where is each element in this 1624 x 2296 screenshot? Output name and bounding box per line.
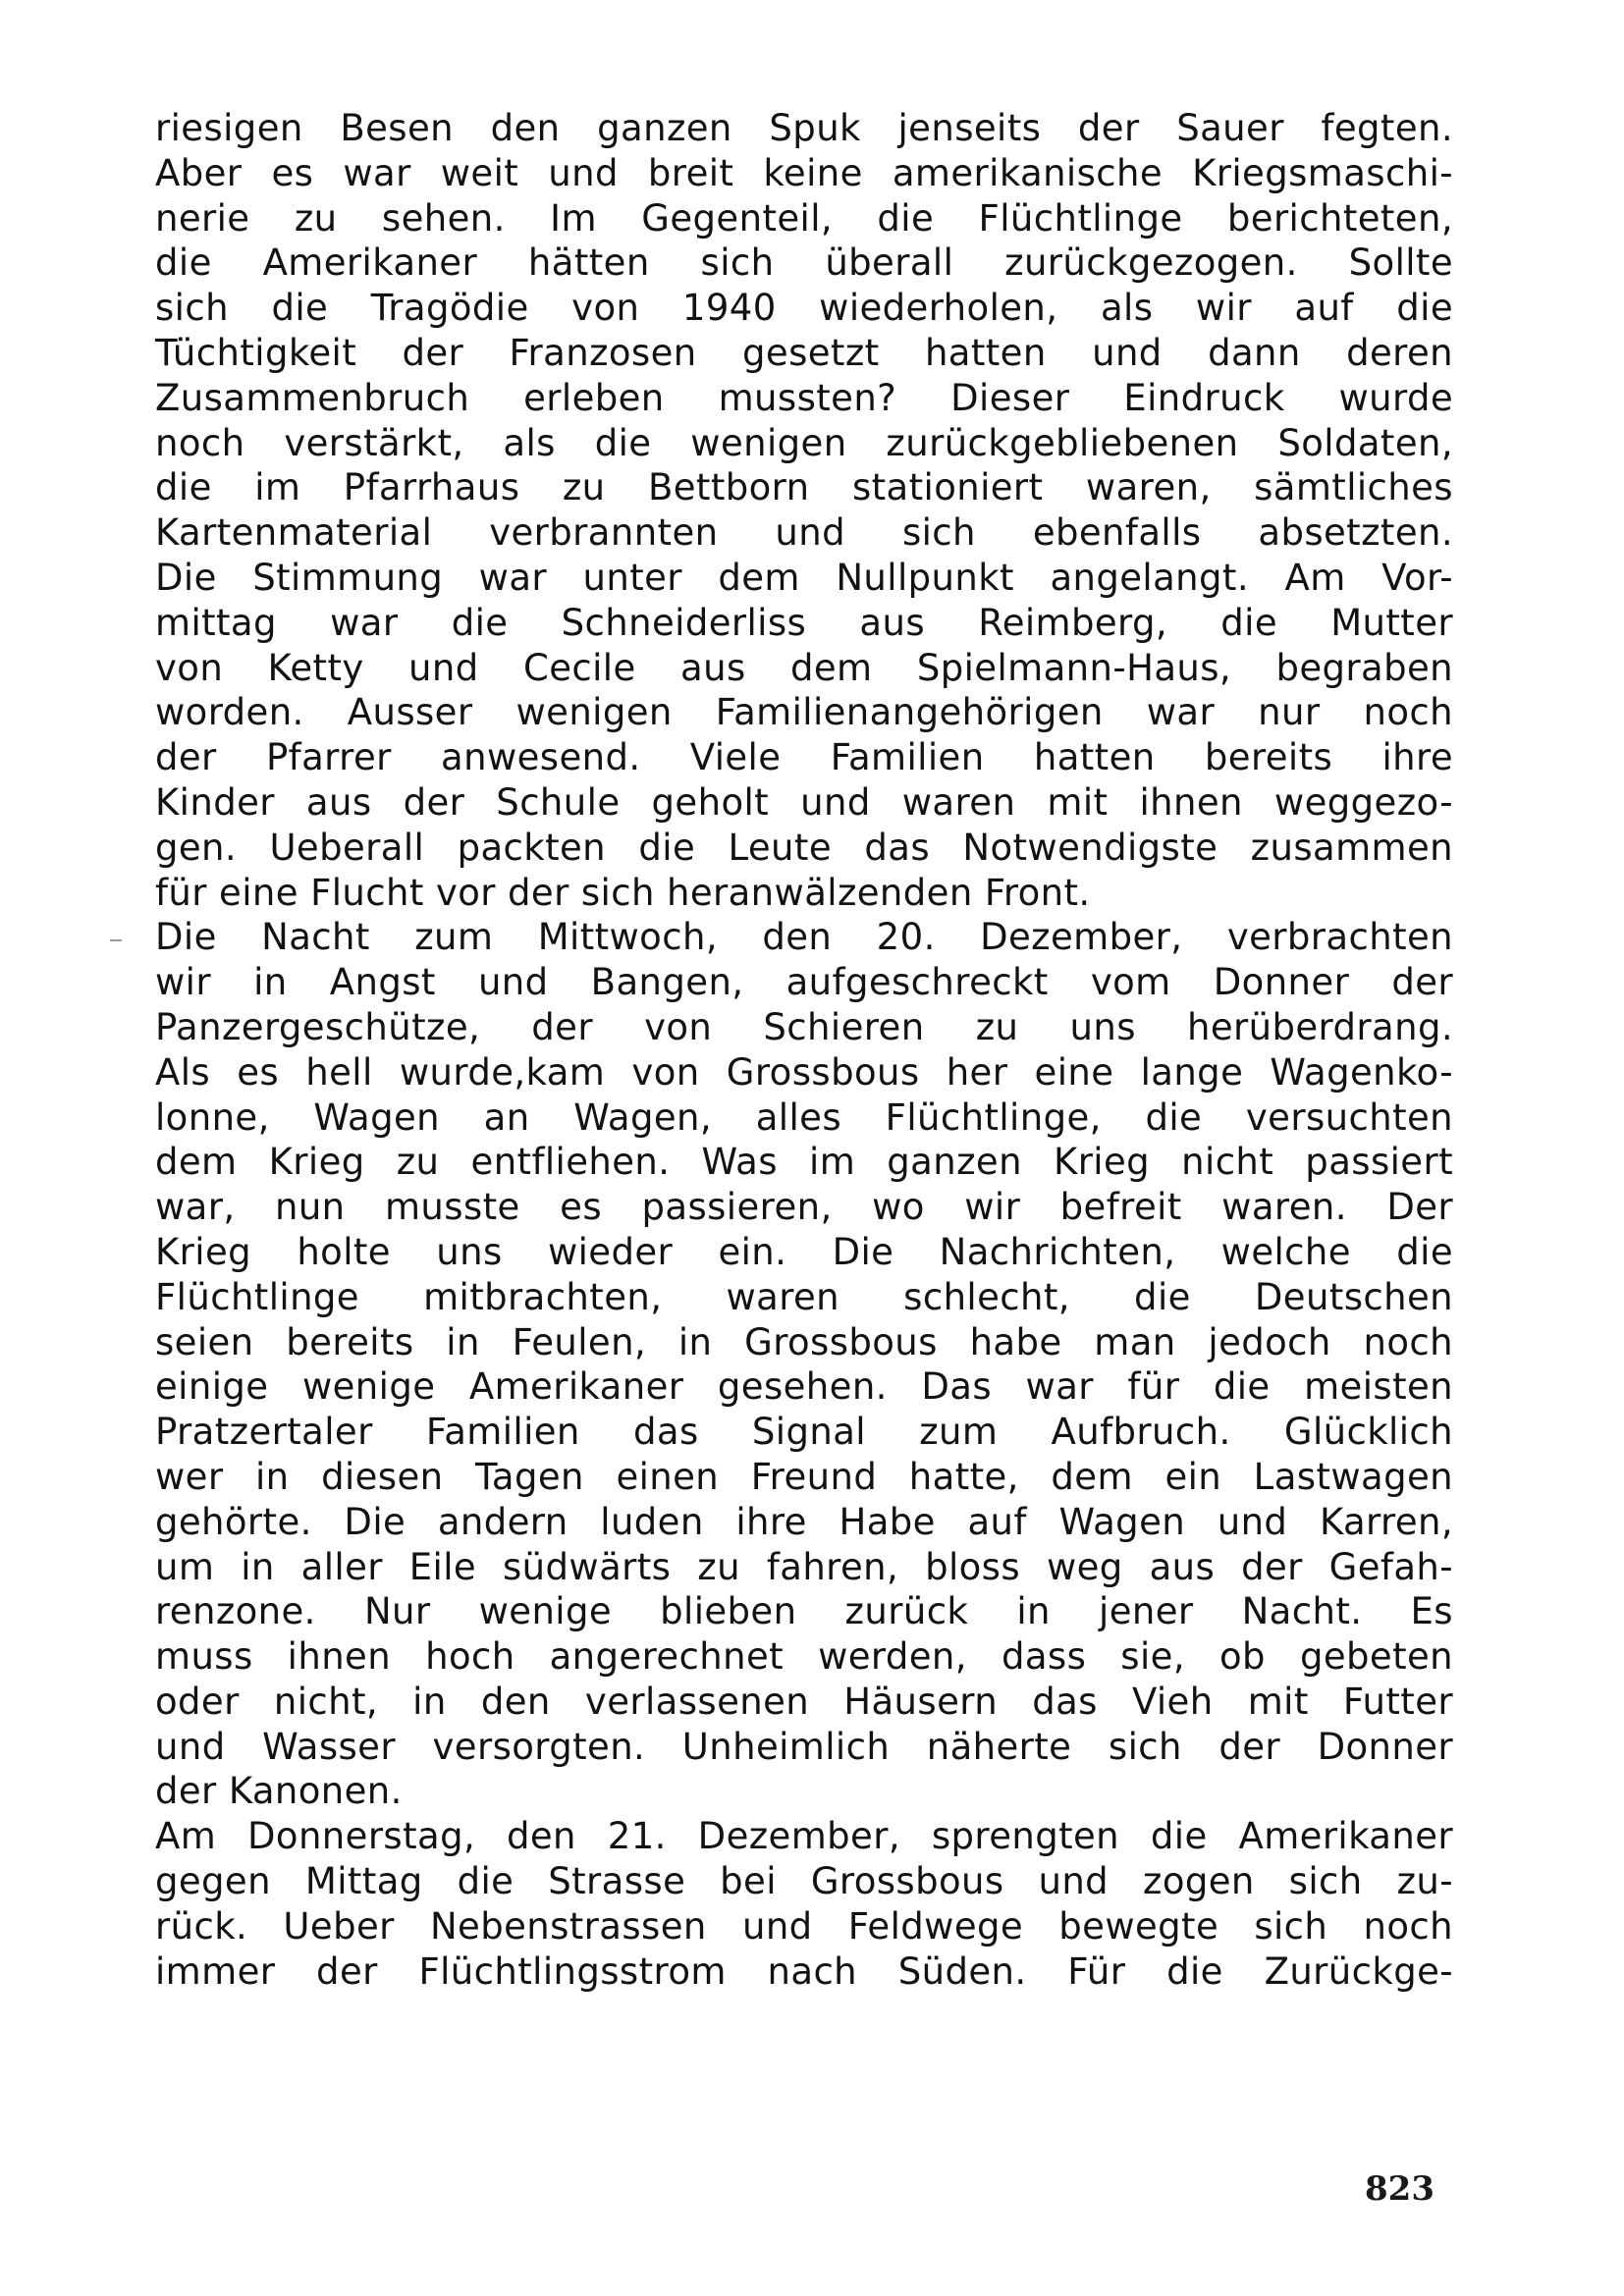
text-line: die im Pfarrhaus zu Bettborn stationiert waren, sämtliches (155, 466, 1453, 509)
text-line: für eine Flucht vor der sich heranwälzenden Front. (155, 871, 1091, 914)
text-line: muss ihnen hoch angerechnet werden, dass sie, ob gebeten (155, 1635, 1453, 1679)
body-text (155, 106, 1453, 1994)
text-line: Pratzertaler Familien das Signal zum Aufbruch. Glücklich (155, 1411, 1453, 1454)
text-line: oder nicht, in den verlassenen Häusern das Vieh mit Futter (155, 1680, 1453, 1723)
text-line: rück. Ueber Nebenstrassen und Feldwege bewegte sich noch (155, 1904, 1453, 1948)
text-line: Krieg holte uns wieder ein. Die Nachrichten, welche die (155, 1230, 1453, 1273)
page-number: 823 (1365, 2169, 1435, 2209)
text-line: gegen Mittag die Strasse bei Grossbous und zogen sich zu- (155, 1860, 1453, 1903)
text-line: Kartenmaterial verbrannten und sich ebenfalls absetzten. (155, 511, 1453, 555)
text-line: noch verstärkt, als die wenigen zurückgebliebenen Soldaten, (155, 421, 1453, 464)
text-line: wir in Angst und Bangen, aufgeschreckt vom Donner der (155, 961, 1453, 1004)
text-line: von Ketty und Cecile aus dem Spielmann-Haus, begraben (155, 646, 1453, 689)
text-line: Zusammenbruch erleben mussten? Dieser Eindruck wurde (155, 376, 1453, 419)
text-line: gehörte. Die andern luden ihre Habe auf Wagen und Karren, (155, 1500, 1453, 1543)
text-line: worden. Ausser wenigen Familienangehörigen war nur noch (155, 691, 1453, 734)
text-line: immer der Flüchtlingsstrom nach Süden. Für die Zurückge- (155, 1949, 1453, 1993)
margin-mark (110, 939, 122, 941)
text-line: war, nun musste es passieren, wo wir befreit waren. Der (155, 1186, 1453, 1229)
text-line: sich die Tragödie von 1940 wiederholen, als wir auf die (155, 287, 1453, 330)
text-line: Die Stimmung war unter dem Nullpunkt angelangt. Am Vor- (155, 556, 1453, 599)
text-line: Am Donnerstag, den 21. Dezember, sprengten die Amerikaner (155, 1815, 1453, 1858)
text-line: Panzergeschütze, der von Schieren zu uns herüberdrang. (155, 1005, 1453, 1048)
text-line: lonne, Wagen an Wagen, alles Flüchtlinge, die versuchten (155, 1095, 1453, 1139)
text-line: Als es hell wurde,kam von Grossbous her eine lange Wagenko- (155, 1050, 1453, 1094)
text-line: der Kanonen. (155, 1770, 403, 1813)
text-line: wer in diesen Tagen einen Freund hatte, dem ein Lastwagen (155, 1455, 1453, 1498)
text-line: mittag war die Schneiderliss aus Reimberg, die Mutter (155, 601, 1453, 644)
text-line: gen. Ueberall packten die Leute das Notwendigste zusammen (155, 826, 1453, 869)
text-line: Die Nacht zum Mittwoch, den 20. Dezember, verbrachten (155, 916, 1453, 959)
text-line: Flüchtlinge mitbrachten, waren schlecht, die Deutschen (155, 1275, 1453, 1318)
text-line: seien bereits in Feulen, in Grossbous habe man jedoch noch (155, 1320, 1453, 1363)
text-line: um in aller Eile südwärts zu fahren, bloss weg aus der Gefah- (155, 1545, 1453, 1588)
text-line: einige wenige Amerikaner gesehen. Das war für die meisten (155, 1365, 1453, 1409)
text-line: nerie zu sehen. Im Gegenteil, die Flüchtlinge berichteten, (155, 196, 1453, 240)
text-line: der Pfarrer anwesend. Viele Familien hatten bereits ihre (155, 736, 1453, 779)
text-line: riesigen Besen den ganzen Spuk jenseits der Sauer fegten. (155, 107, 1453, 149)
text-line: Tüchtigkeit der Franzosen gesetzt hatten und dann deren (155, 331, 1453, 374)
text-line: die Amerikaner hätten sich überall zurückgezogen. Sollte (155, 241, 1453, 285)
text-line: und Wasser versorgten. Unheimlich näherte sich der Donner (155, 1725, 1453, 1768)
text-line: Kinder aus der Schule geholt und waren mit ihnen weggezo- (155, 780, 1453, 824)
text-line: Aber es war weit und breit keine amerikanische Kriegsmaschi- (155, 151, 1453, 194)
text-line: dem Krieg zu entfliehen. Was im ganzen Krieg nicht passiert (155, 1141, 1453, 1184)
text-line: renzone. Nur wenige blieben zurück in jener Nacht. Es (155, 1590, 1453, 1633)
